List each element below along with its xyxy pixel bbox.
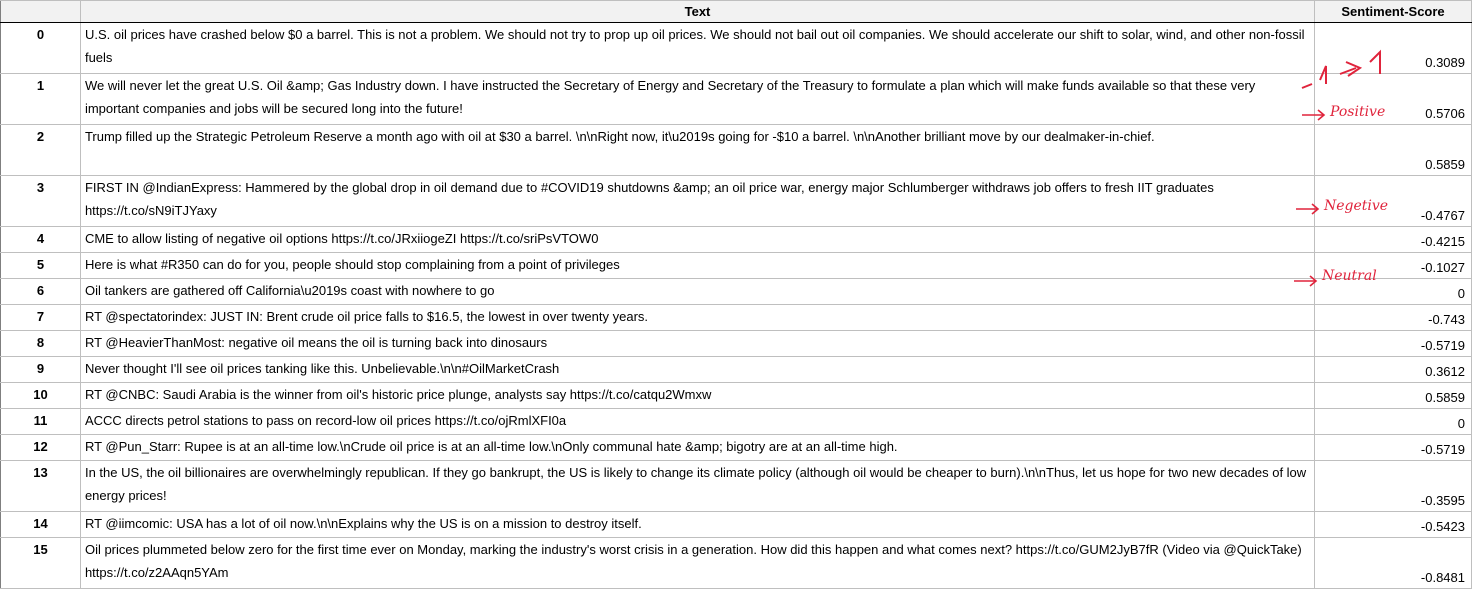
row-index[interactable]: 10 xyxy=(1,383,81,409)
tweet-text-cell[interactable]: Oil prices plummeted below zero for the first time ever on Monday, marking the industry's worst crisis in a generation. How did this happen and what comes next? https://t.co/GUM2JyB7fR (Video via @QuickTake) https://t.co/z2AAqn5YAm xyxy=(80,538,1314,589)
tweet-text-cell[interactable]: FIRST IN @IndianExpress: Hammered by the global drop in oil demand due to #COVID19 shutdowns &amp; an oil price war, energy major Schlumberger withdraws job offers to fresh IIT graduates https://t.co/sN9iTJYaxy xyxy=(80,176,1314,227)
table-row xyxy=(1,74,1472,125)
tweet-text-cell[interactable]: ACCC directs petrol stations to pass on record-low oil prices https://t.co/ojRmlXFI0a xyxy=(80,409,1314,435)
row-index[interactable]: 14 xyxy=(1,512,81,538)
row-index[interactable]: 3 xyxy=(1,176,81,227)
table-row xyxy=(1,383,1472,409)
score-cell[interactable]: 0.5859 xyxy=(1315,125,1472,176)
table-row xyxy=(1,409,1472,435)
score-cell[interactable]: -0.5719 xyxy=(1315,435,1472,461)
table-row xyxy=(1,253,1472,279)
score-cell[interactable]: -0.4215 xyxy=(1315,227,1472,253)
row-index[interactable]: 13 xyxy=(1,461,81,512)
tweet-text-cell[interactable]: RT @CNBC: Saudi Arabia is the winner from oil's historic price plunge, analysts say https://t.co/catqu2Wmxw xyxy=(80,383,1314,409)
tweet-text-cell[interactable]: RT @spectatorindex: JUST IN: Brent crude oil price falls to $16.5, the lowest in over twenty years. xyxy=(80,305,1314,331)
tweet-text-cell[interactable]: Trump filled up the Strategic Petroleum Reserve a month ago with oil at $30 a barrel. \n\nRight now, it\u2019s going for -$10 a barrel. \n\nAnother brilliant move by our dealmaker-in-chief. xyxy=(80,125,1314,176)
score-cell[interactable]: -0.8481 xyxy=(1315,538,1472,589)
score-cell[interactable]: -0.5719 xyxy=(1315,331,1472,357)
table-row xyxy=(1,23,1472,74)
table-row xyxy=(1,125,1472,176)
row-index[interactable]: 7 xyxy=(1,305,81,331)
row-index[interactable]: 0 xyxy=(1,23,81,74)
tweet-text-cell[interactable]: RT @HeavierThanMost: negative oil means the oil is turning back into dinosaurs xyxy=(80,331,1314,357)
score-cell[interactable]: -0.3595 xyxy=(1315,461,1472,512)
tweet-text-cell[interactable]: CME to allow listing of negative oil options https://t.co/JRxiiogeZI https://t.co/sriPsVTOW0 xyxy=(80,227,1314,253)
positive-arrow-icon xyxy=(1300,108,1328,122)
table-row xyxy=(1,357,1472,383)
negative-annotation: Negetive xyxy=(1324,198,1389,214)
row-index[interactable]: 6 xyxy=(1,279,81,305)
row-index[interactable]: 11 xyxy=(1,409,81,435)
table-row xyxy=(1,435,1472,461)
tweet-text-cell[interactable]: Never thought I'll see oil prices tanking like this. Unbelievable.\n\n#OilMarketCrash xyxy=(80,357,1314,383)
table-row xyxy=(1,538,1472,589)
neutral-annotation: Neutral xyxy=(1322,268,1377,284)
score-header[interactable]: Sentiment-Score xyxy=(1315,1,1472,23)
tweet-text-cell[interactable]: RT @Pun_Starr: Rupee is at an all-time low.\nCrude oil price is at an all-time low.\nOnly communal hate &amp; bigotry are at an all-time high. xyxy=(80,435,1314,461)
score-cell[interactable]: 0.3612 xyxy=(1315,357,1472,383)
row-index[interactable]: 1 xyxy=(1,74,81,125)
row-index[interactable]: 4 xyxy=(1,227,81,253)
score-cell[interactable]: 0 xyxy=(1315,409,1472,435)
table-row xyxy=(1,305,1472,331)
table-row xyxy=(1,461,1472,512)
row-index[interactable]: 2 xyxy=(1,125,81,176)
score-cell[interactable]: -0.1027 xyxy=(1315,253,1472,279)
table-row xyxy=(1,331,1472,357)
neutral-arrow-icon xyxy=(1292,274,1320,288)
tweet-text-cell[interactable]: In the US, the oil billionaires are overwhelmingly republican. If they go bankrupt, the US is likely to change its climate policy (although oil would be cheaper to burn).\n\nThus, let us hope for two new decades of low energy prices! xyxy=(80,461,1314,512)
row-index[interactable]: 5 xyxy=(1,253,81,279)
scale-arrow-icon xyxy=(1296,44,1416,94)
text-header[interactable]: Text xyxy=(80,1,1314,23)
score-cell[interactable]: 0 xyxy=(1315,279,1472,305)
tweet-text-cell[interactable]: RT @iimcomic: USA has a lot of oil now.\n\nExplains why the US is on a mission to destroy itself. xyxy=(80,512,1314,538)
negative-arrow-icon xyxy=(1294,202,1322,216)
score-cell[interactable]: -0.4767 xyxy=(1315,176,1472,227)
row-index[interactable]: 8 xyxy=(1,331,81,357)
score-cell[interactable]: -0.743 xyxy=(1315,305,1472,331)
table-row xyxy=(1,512,1472,538)
score-cell[interactable]: -0.5423 xyxy=(1315,512,1472,538)
score-cell[interactable]: 0.5706 xyxy=(1315,74,1472,125)
row-index[interactable]: 12 xyxy=(1,435,81,461)
score-cell[interactable]: 0.3089 xyxy=(1315,23,1472,74)
index-header[interactable] xyxy=(1,1,81,23)
table-row xyxy=(1,227,1472,253)
table-row xyxy=(1,279,1472,305)
table-row xyxy=(1,176,1472,227)
tweet-text-cell[interactable]: U.S. oil prices have crashed below $0 a barrel. This is not a problem. We should not try to prop up oil prices. We should not bail out oil companies. We should accelerate our shift to solar, wind, and other non-fossil fuels xyxy=(80,23,1314,74)
score-cell[interactable]: 0.5859 xyxy=(1315,383,1472,409)
positive-annotation: Positive xyxy=(1330,104,1386,120)
tweet-text-cell[interactable]: Oil tankers are gathered off California\u2019s coast with nowhere to go xyxy=(80,279,1314,305)
tweet-text-cell[interactable]: Here is what #R350 can do for you, people should stop complaining from a point of privileges xyxy=(80,253,1314,279)
row-index[interactable]: 9 xyxy=(1,357,81,383)
row-index[interactable]: 15 xyxy=(1,538,81,589)
tweet-text-cell[interactable]: We will never let the great U.S. Oil &amp; Gas Industry down. I have instructed the Secretary of Energy and Secretary of the Treasury to formulate a plan which will make funds available so that these very important companies and jobs will be secured long into the future! xyxy=(80,74,1314,125)
